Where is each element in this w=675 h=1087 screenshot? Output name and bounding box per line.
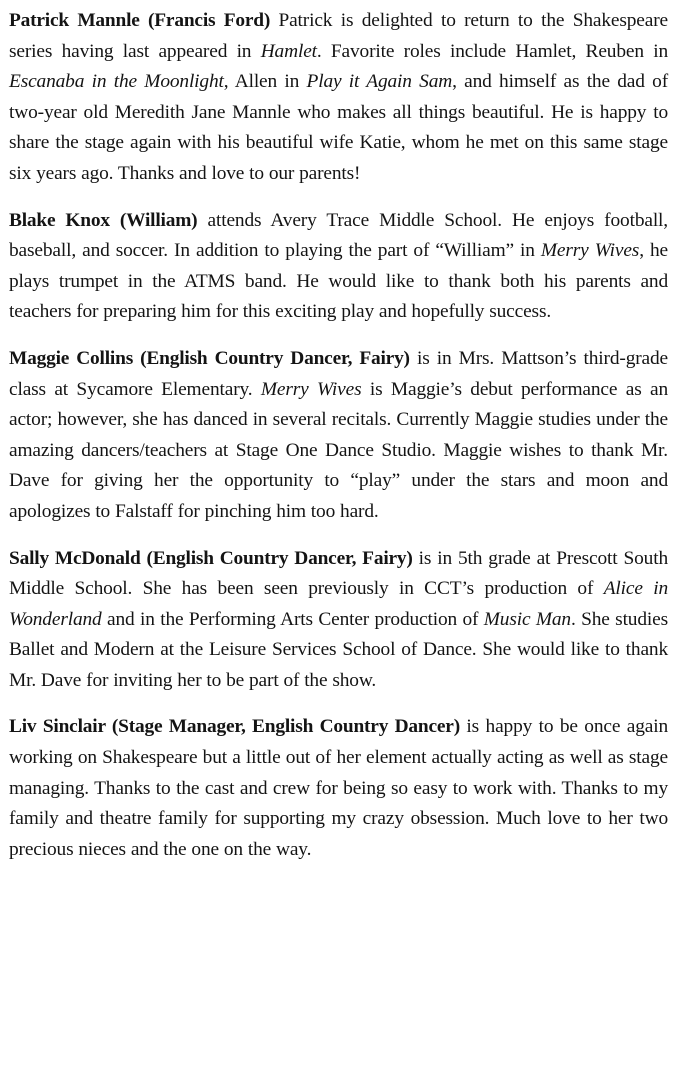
bio-text-patrick-mannle-2: . Favorite roles include Hamlet, Reuben in [316,40,668,62]
bio-text-patrick-mannle-4: , Allen in [223,71,307,93]
bio-paragraph-blake-knox [9,206,668,328]
bio-list [9,6,668,865]
bio-name-sally-mcdonald: Sally McDonald (English Country Dancer, Fairy) [9,547,413,569]
bio-name-blake-knox: Blake Knox (William) [9,209,198,231]
bio-text-sally-mcdonald-4: . She studies Ballet and Modern at the Leisure Services School of Dance. She would like to thank Mr. Dave for inviting her to be part of the show. [9,608,668,691]
bio-work-title-maggie-collins-1: Merry Wives [260,378,362,400]
bio-text-maggie-collins-0: is in Mrs. Mattson’s third-grade class at Sycamore Elementary. [9,347,669,400]
bio-work-title-sally-mcdonald-1: Alice in Wonderland [9,578,668,630]
bio-text-blake-knox-0: attends Avery Trace Middle School. He enjoys football, baseball, and soccer. In addition to playing the part of “William” in [9,209,668,262]
bio-text-sally-mcdonald-0: is in 5th grade at Prescott South Middle School. She has been seen previously in CCT’s production of [9,547,668,600]
bio-work-title-blake-knox-1: Merry Wives [540,240,640,262]
bio-text-blake-knox-2: , he plays trumpet in the ATMS band. He would like to thank both his parents and teachers for preparing him for this exciting play and hopefully success. [9,240,668,323]
bio-paragraph-patrick-mannle [9,6,668,190]
bio-name-patrick-mannle: Patrick Mannle (Francis Ford) [9,10,271,31]
bio-work-title-patrick-mannle-5: Play it Again Sam [306,71,453,93]
bio-work-title-patrick-mannle-3: Escanaba in the Moonlight [9,71,224,93]
bio-text-liv-sinclair-0: is happy to be once again working on Shakespeare but a little out of her element actually acting as well as stage managing. Thanks to the cast and crew for being so easy to work with. Thanks to my family and theatre family for supporting my crazy obsession. Much love to her two precious nieces and the one on the way. [9,716,668,860]
bio-paragraph-sally-mcdonald [9,544,668,697]
bio-paragraph-liv-sinclair [9,712,668,865]
bio-work-title-patrick-mannle-1: Hamlet [260,40,317,62]
bio-text-patrick-mannle-0: Patrick is delighted to return to the Shakespeare series having last appeared in [9,10,668,62]
bio-name-maggie-collins: Maggie Collins (English Country Dancer, Fairy) [9,347,410,369]
bio-name-liv-sinclair: Liv Sinclair (Stage Manager, English Country Dancer) [9,716,460,738]
bio-text-maggie-collins-2: is Maggie’s debut performance as an actor; however, she has danced in several recitals. Currently Maggie studies under the amazing dancers/teachers at Stage One Dance Studio. Maggie wishes to thank Mr. Dave for giving her the opportunity to “play” under the stars and moon and apologizes to Falstaff for pinching him too hard. [9,378,668,522]
bio-paragraph-maggie-collins [9,344,668,528]
bio-text-sally-mcdonald-2: and in the Performing Arts Center production of [101,608,484,630]
bio-work-title-sally-mcdonald-3: Music Man [483,608,571,630]
bio-text-patrick-mannle-6: , and himself as the dad of two-year old Meredith Jane Mannle who makes all things beautiful. He is happy to share the stage again with his beautiful wife Katie, whom he met on this same stage six years ago. Thanks and love to our parents! [9,71,669,184]
